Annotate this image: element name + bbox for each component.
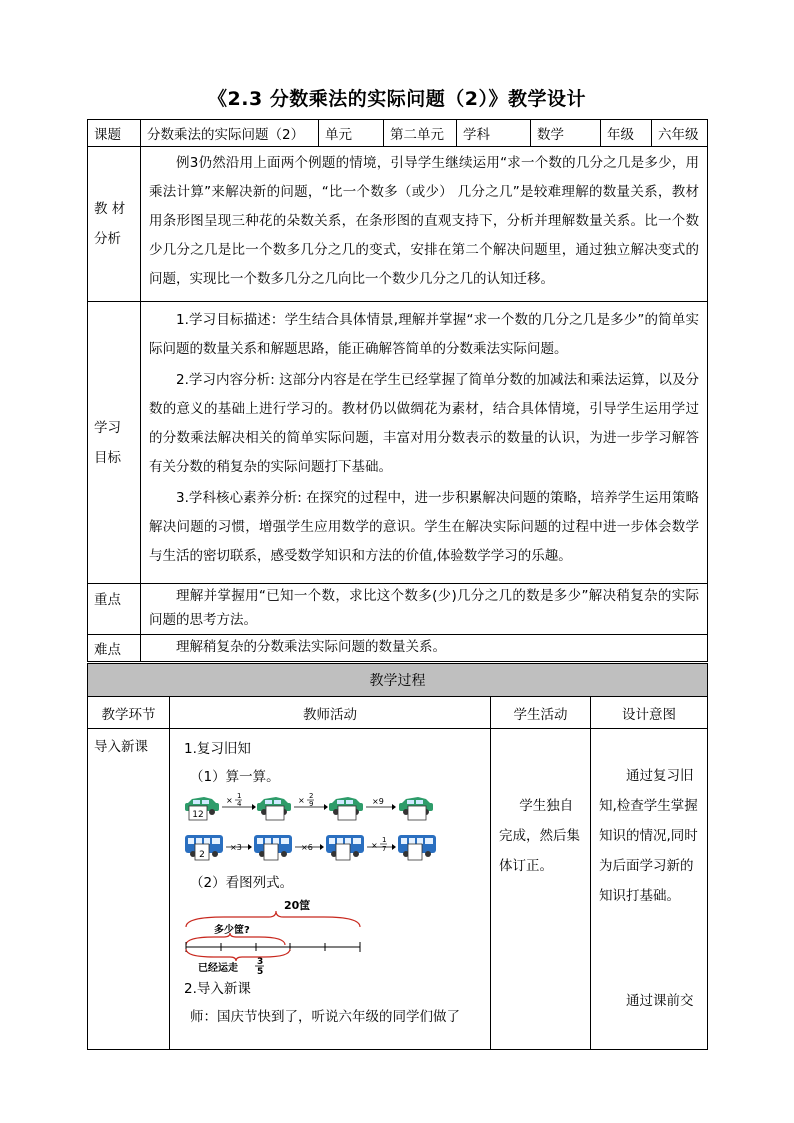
car-arrow-3 (366, 797, 396, 810)
car-1 (185, 797, 219, 820)
bus-2 (254, 835, 292, 860)
svg-text:1: 1 (237, 792, 242, 800)
intro-row (88, 729, 708, 1050)
svg-text:×: × (371, 841, 378, 850)
shipped-numerator: 3 (257, 957, 264, 967)
teacher-line: 师：国庆节快到了，听说六年级的同学们做了 (190, 1009, 460, 1025)
teacher-activity-cell (170, 729, 491, 1050)
calc-title: （1）算一算。 (190, 769, 280, 785)
goals-p1: 1.学习目标描述：学生结合具体情景,理解并掌握“求一个数的几分之几是多少”的简单实际问题的数量关系和解题思路，能正确解答简单的分数乘法实际问题。 (149, 312, 699, 357)
bus-op2: ×6 (301, 843, 313, 852)
unit-value: 第二单元 (384, 120, 457, 147)
keypoint-label: 重点 (88, 584, 141, 635)
goals-label-line2: 目标 (94, 449, 121, 466)
design-intent-cell (591, 729, 708, 1050)
shipped-brace (186, 949, 290, 961)
shipped-denominator: 5 (257, 967, 264, 975)
topic-value: 分数乘法的实际问题（2） (141, 120, 319, 147)
bus-op1: ×3 (230, 843, 242, 852)
analysis-label-line2: 分析 (94, 231, 121, 247)
bus-3 (326, 835, 364, 860)
analysis-text: 例3仍然沿用上面两个例题的情境，引导学生继续运用“求一个数的几分之几是多少，用乘法计算”来解决新的问题，“比一个数多（或少） 几分之几”是较难理解的数量关系，教材用条形图呈现三种花的朵数关系，在条形图的直观支持下，分析并理解数量关系。比一个数少几分之几是比一个数多几分之几的变式，安排在第二个解决问题里，通过独立解决变式的问题，实现比一个数多几分之几向比一个数少几分之几的认知迁移。 (141, 147, 708, 302)
car-arrow-1 (222, 792, 256, 810)
svg-text:4: 4 (237, 800, 242, 808)
document-title: 《2.3 分数乘法的实际问题（2）》教学设计 (208, 88, 586, 110)
process-header: 教学过程 (88, 664, 708, 697)
goals-label-line1: 学习 (94, 419, 121, 436)
total-label: 20筐 (284, 899, 311, 912)
diagram-title: （2）看图列式。 (190, 875, 294, 891)
col-student: 学生活动 (491, 697, 591, 729)
process-header-row (88, 664, 708, 697)
bus-arrow-1 (226, 843, 252, 852)
intro-title: 2.导入新课 (184, 981, 251, 997)
col-teacher: 教师活动 (170, 697, 491, 729)
teaching-process-table (87, 663, 708, 1050)
bus-arrow-3 (367, 836, 396, 853)
student-activity-cell: 学生独自完成，然后集体订正。 (491, 729, 591, 1050)
goals-label (88, 302, 141, 584)
svg-text:×: × (298, 796, 305, 805)
bus-start-value: 2 (199, 850, 205, 860)
svg-text:7: 7 (382, 845, 387, 853)
goals-text (141, 302, 708, 584)
grade-label: 年级 (601, 120, 652, 147)
unknown-label: 多少筐? (214, 925, 250, 936)
bus-arrow-2 (295, 843, 324, 852)
subject-label: 学科 (457, 120, 531, 147)
svg-text:×: × (226, 796, 233, 805)
keypoint-row (88, 584, 708, 635)
car-op3: ×9 (372, 797, 384, 806)
keypoint-text: 理解并掌握用“已知一个数，求比这个数多(少)几分之几的数是多少”解决稍复杂的实际问题的思考方法。 (141, 584, 708, 635)
header-row (88, 120, 708, 147)
car-arrow-2 (294, 792, 328, 810)
shipped-label: 已经运走 (198, 963, 238, 974)
col-intent: 设计意图 (591, 697, 708, 729)
goals-row (88, 302, 708, 584)
goals-p2: 2.学习内容分析: 这部分内容是在学生已经掌握了简单分数的加减法和乘法运算，以及分数的意义的基础上进行学习的。教材仍以做绸花为素材，结合具体情境，引导学生运用学过的分数乘法解决相关的简单实际问题，丰富对用分数表示的数量的认识，为进一步学习解答有关分数的稍复杂的实际问题打下基础。 (149, 372, 699, 475)
unit-label: 单元 (319, 120, 384, 147)
design-intent-text-2: 通过课前交 (626, 993, 694, 1009)
col-stage: 教学环节 (88, 697, 170, 729)
subject-value: 数学 (531, 120, 601, 147)
svg-text:2: 2 (309, 792, 314, 800)
process-columns-row (88, 697, 708, 729)
analysis-row (88, 147, 708, 302)
car-start-value: 12 (192, 810, 204, 820)
analysis-label-line1: 教 材 (94, 201, 126, 217)
total-brace (186, 911, 360, 927)
car-2 (257, 797, 291, 820)
design-intent-text: 通过复习旧知,检查学生掌握知识的情况,同时为后面学习新的知识打基础。 (599, 768, 698, 904)
stage-cell: 导入新课 (88, 729, 170, 1050)
difficulty-label: 难点 (88, 635, 141, 662)
line-segment-figure (184, 897, 384, 975)
topic-label: 课题 (88, 120, 141, 147)
car-3 (329, 797, 363, 820)
grade-value: 六年级 (652, 120, 708, 147)
svg-text:1: 1 (382, 836, 387, 844)
bus-4 (398, 835, 436, 860)
analysis-label (88, 147, 141, 302)
difficulty-row (88, 635, 708, 662)
car-4 (399, 797, 433, 820)
goals-p3: 3.学科核心素养分析: 在探究的过程中，进一步积累解决问题的策略，培养学生运用策略解决问题的习惯，增强学生应用数学的意识。学生在解决实际问题的过程中进一步体会数学与生活的密切联系，感受数学知识和方法的价值,体验数学学习的乐趣。 (149, 490, 699, 564)
calculation-chain-figure (184, 791, 464, 869)
difficulty-text: 理解稍复杂的分数乘法实际问题的数量关系。 (141, 635, 708, 662)
review-title: 1.复习旧知 (184, 741, 251, 757)
lesson-info-table (87, 119, 708, 662)
svg-text:9: 9 (309, 800, 314, 808)
bus-1 (185, 835, 223, 860)
